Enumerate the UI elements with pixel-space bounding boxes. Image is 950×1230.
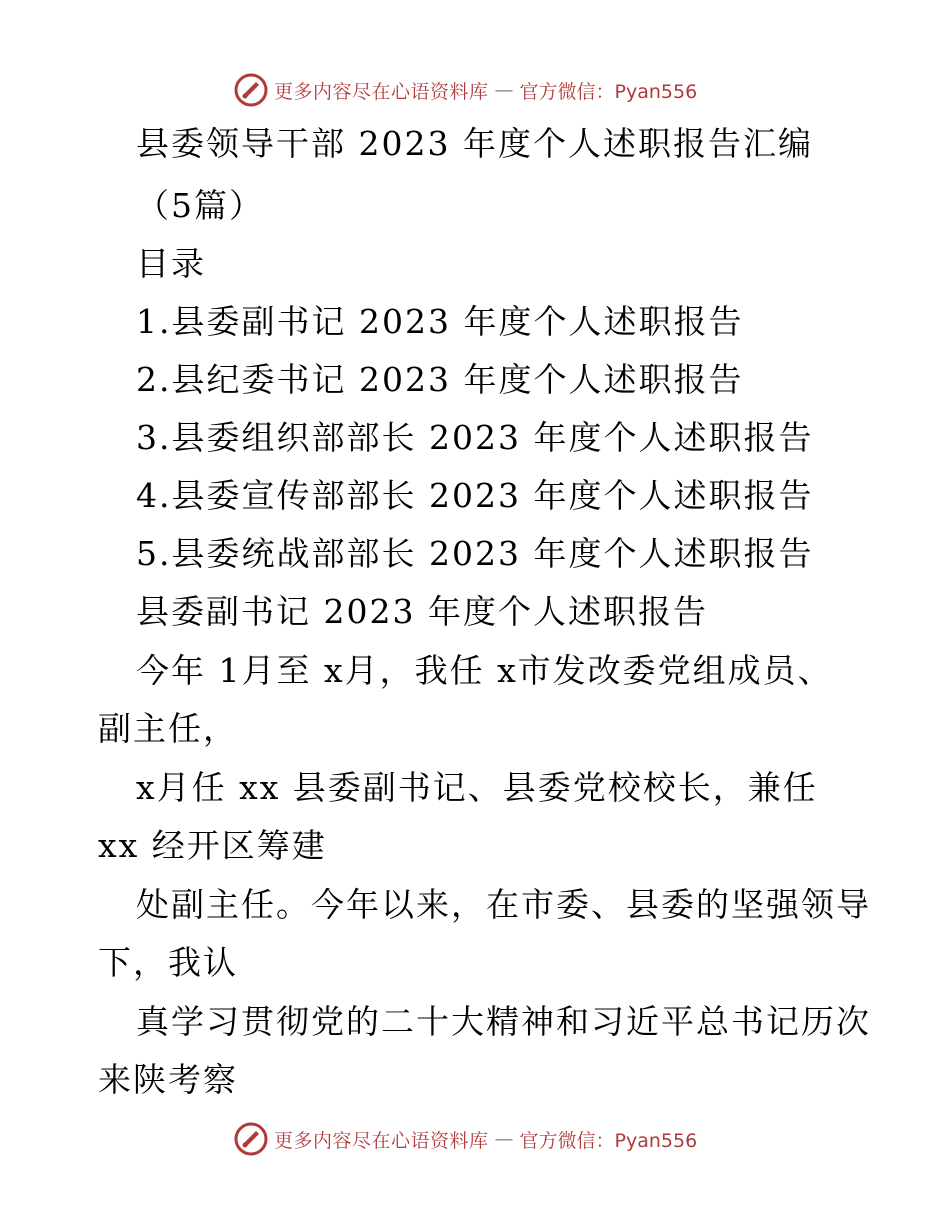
body-line: 下，我认 xyxy=(98,943,238,982)
document-title-line1: 县委领导干部 2023 年度个人述职报告汇编 xyxy=(136,124,813,163)
body-line: xx 经开区筹建 xyxy=(98,826,327,865)
toc-item: 4.县委宣传部部长 2023 年度个人述职报告 xyxy=(136,476,814,515)
watermark-separator: — xyxy=(494,79,514,101)
body-line: 今年 1月至 x月，我任 x市发改委党组成员、 xyxy=(136,651,833,690)
body-line: 来陕考察 xyxy=(98,1060,238,1099)
toc-item: 3.县委组织部部长 2023 年度个人述职报告 xyxy=(136,418,814,457)
body-line: 真学习贯彻党的二十大精神和习近平总书记历次 xyxy=(136,1002,871,1041)
toc-item: 2.县纪委书记 2023 年度个人述职报告 xyxy=(136,360,744,399)
body-line: 处副主任。今年以来，在市委、县委的坚强领导 xyxy=(136,885,871,924)
watermark-left-text: 更多内容尽在心语资料库 xyxy=(274,80,489,103)
document-title-line2: （5篇） xyxy=(136,186,264,225)
toc-item: 5.县委统战部部长 2023 年度个人述职报告 xyxy=(136,534,814,573)
section-title: 县委副书记 2023 年度个人述职报告 xyxy=(136,592,708,631)
watermark-right-text: 官方微信：Pyan556 xyxy=(519,1129,698,1152)
watermark-left-text: 更多内容尽在心语资料库 xyxy=(274,1129,489,1152)
header-watermark xyxy=(234,72,697,108)
body-line: x月任 xx 县委副书记、县委党校校长，兼任 xyxy=(136,768,818,807)
watermark-right-text: 官方微信：Pyan556 xyxy=(519,80,698,103)
body-line: 副主任， xyxy=(98,709,238,748)
footer-watermark xyxy=(234,1121,697,1157)
watermark-separator: — xyxy=(494,1128,514,1150)
toc-item: 1.县委副书记 2023 年度个人述职报告 xyxy=(136,302,744,341)
red-seal-logo-icon xyxy=(234,1122,268,1156)
red-seal-logo-icon xyxy=(234,73,268,107)
toc-heading: 目录 xyxy=(136,244,206,283)
